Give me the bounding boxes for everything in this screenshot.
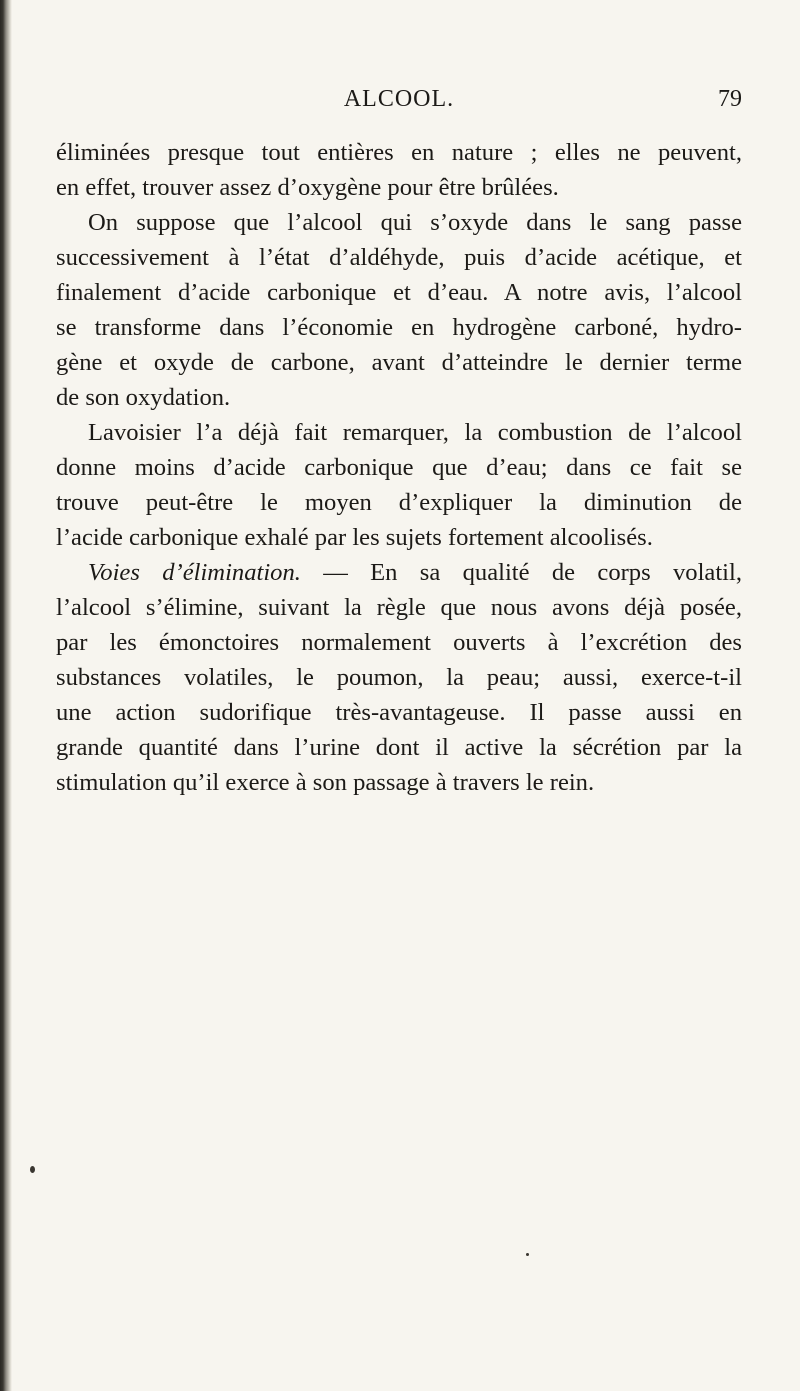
text-line: l’alcool s’élimine, suivant la règle que nous avons déjà posée, xyxy=(56,594,742,621)
text-line: trouve peut-être le moyen d’expliquer la diminution de xyxy=(56,489,742,516)
text-line: Lavoisier l’a déjà fait remarquer, la combustion de l’alcool xyxy=(88,419,742,446)
page-header xyxy=(56,86,742,118)
text-line: une action sudorifique très-avantageuse. Il passe aussi en xyxy=(56,699,742,726)
text-line: donne moins d’acide carbonique que d’eau; dans ce fait se xyxy=(56,454,742,481)
text-line: successivement à l’état d’aldéhyde, puis d’acide acétique, et xyxy=(56,244,742,271)
section-heading-line xyxy=(56,555,742,590)
text-line: l’acide carbonique exhalé par les sujets fortement alcoolisés. xyxy=(56,524,653,551)
text-line: éliminées presque tout entières en nature ; elles ne peuvent, xyxy=(56,139,742,166)
text-line: finalement d’acide carbonique et d’eau. A notre avis, l’alcool xyxy=(56,279,742,306)
page-number: 79 xyxy=(718,86,742,112)
speck xyxy=(30,1166,35,1173)
text-line: en effet, trouver assez d’oxygène pour être brûlées. xyxy=(56,174,559,201)
body-text xyxy=(56,135,742,800)
text-line: gène et oxyde de carbone, avant d’atteindre le dernier terme xyxy=(56,349,742,376)
speck xyxy=(526,1253,529,1256)
text-line: On suppose que l’alcool qui s’oxyde dans le sang passe xyxy=(88,209,742,236)
text-line: grande quantité dans l’urine dont il active la sécrétion par la xyxy=(56,734,742,761)
binding-edge xyxy=(0,0,12,1391)
text-line: substances volatiles, le poumon, la peau; aussi, exerce-t-il xyxy=(56,664,742,691)
text-line: se transforme dans l’économie en hydrogène carboné, hydro- xyxy=(56,314,742,341)
section-heading: Voies d’élimination. xyxy=(88,559,301,586)
text-line: de son oxydation. xyxy=(56,384,231,411)
text-line: stimulation qu’il exerce à son passage à travers le rein. xyxy=(56,769,595,796)
running-title: ALCOOL. xyxy=(343,86,455,112)
text-line: par les émonctoires normalement ouverts à l’excrétion des xyxy=(56,629,742,656)
text-line-rest: — En sa qualité de corps volatil, xyxy=(300,559,742,586)
